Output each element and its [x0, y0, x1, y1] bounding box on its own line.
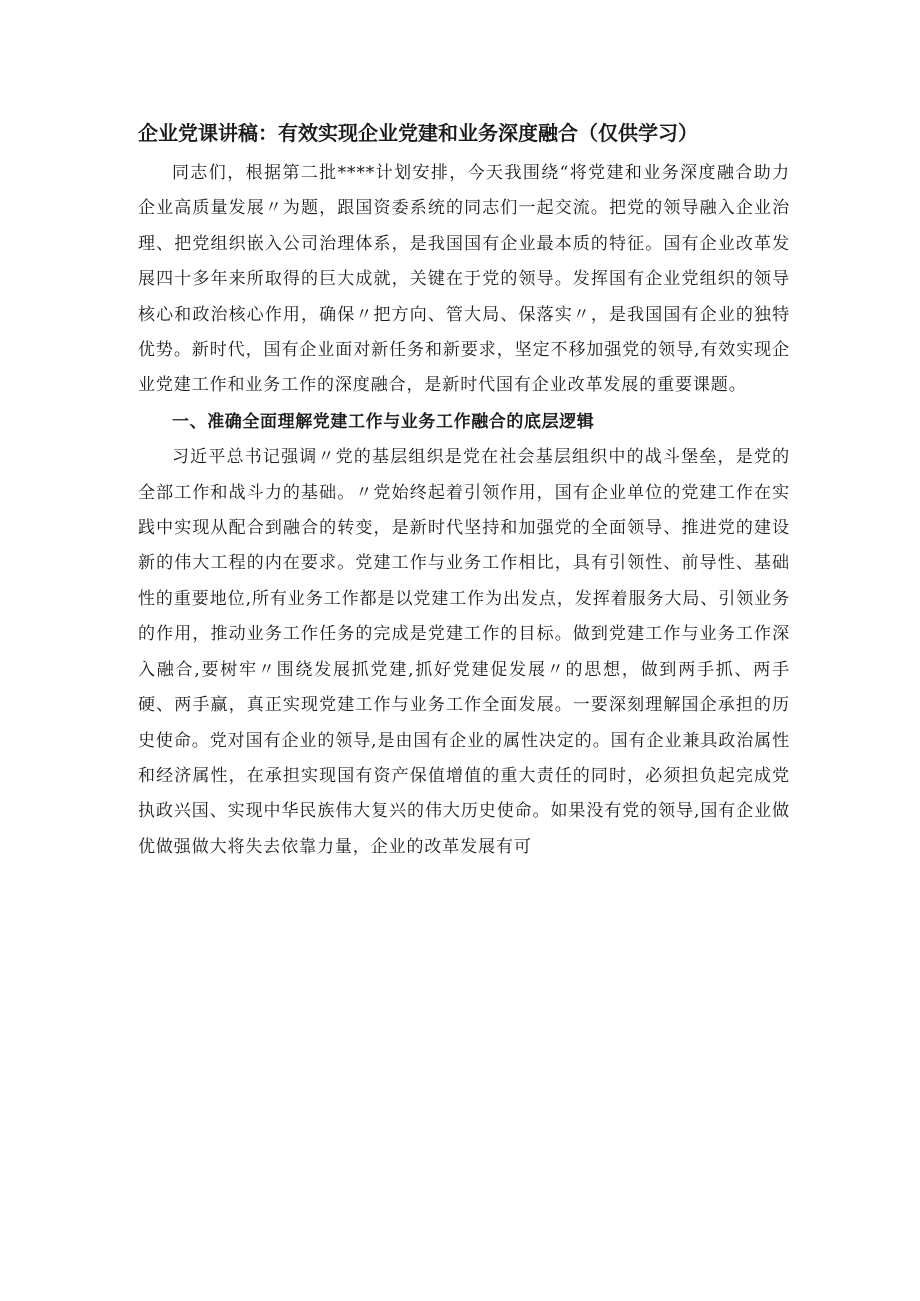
paragraph-section-1: 习近平总书记强调〃党的基层组织是党在社会基层组织中的战斗堡垒，是党的全部工作和战斗力的基础。〃党始终起着引领作用，国有企业单位的党建工作在实践中实现从配合到融合的转变，是新时代坚持和加强党的全面领导、推进党的建设新的伟大工程的内在要求。党建工作与业务工作相比，具有引领性、前导性、基础性的重要地位,所有业务工作都是以党建工作为出发点，发挥着服务大局、引领业务的作用，推动业务工作任务的完成是党建工作的目标。做到党建工作与业务工作深入融合,要树牢〃围绕发展抓党建,抓好党建促发展〃的思想，做到两手抓、两手硬、两手赢，真正实现党建工作与业务工作全面发展。一要深刻理解国企承担的历史使命。党对国有企业的领导,是由国有企业的属性决定的。国有企业兼具政治属性和经济属性，在承担实现国有资产保值增值的重大责任的同时，必须担负起完成党执政兴国、实现中华民族伟大复兴的伟大历史使命。如果没有党的领导,国有企业做优做强做大将失去依靠力量，企业的改革发展有可 [138, 447, 790, 857]
section-heading-1: 一、准确全面理解党建工作与业务工作融合的底层逻辑 [172, 411, 595, 432]
document-title: 企业党课讲稿：有效实现企业党建和业务深度融合（仅供学习） [138, 121, 698, 145]
document-page [138, 118, 790, 865]
paragraph-intro: 同志们，根据第二批****计划安排，今天我围绕“将党建和业务深度融合助力企业高质量发展〃为题，跟国资委系统的同志们一起交流。把党的领导融入企业治理、把党组织嵌入公司治理体系，是我国国有企业最本质的特征。国有企业改革发展四十多年来所取得的巨大成就，关键在于党的领导。发挥国有企业党组织的领导核心和政治核心作用，确保〃把方向、管大局、保落实〃，是我国国有企业的独特优势。新时代，国有企业面对新任务和新要求，坚定不移加强党的领导,有效实现企业党建工作和业务工作的深度融合，是新时代国有企业改革发展的重要课题。 [138, 163, 790, 396]
